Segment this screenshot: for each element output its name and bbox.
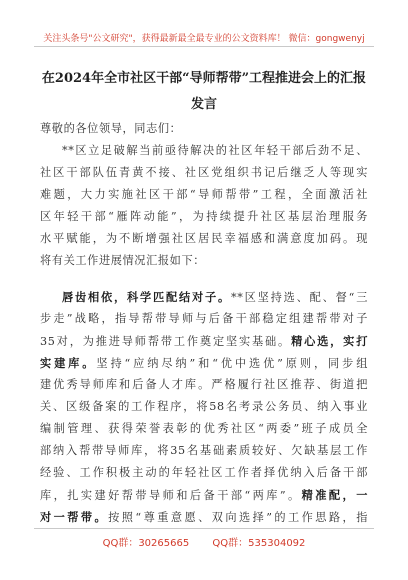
paragraph-line: 水平赋能，为不断增强社区居民幸福感和满意度加码。现 (40, 232, 368, 245)
paragraph-intro (40, 140, 368, 272)
salutation: 尊敬的各位领导，同志们： (40, 122, 182, 135)
paragraph-text: 坚持“应纳尽纳”和“优中选优”原则，同步组 (96, 357, 368, 370)
paragraph-line: 关、区级备案的工作程序，将58名考录公务员、纳入事业 (40, 400, 368, 413)
qq-group-1: QQ群：30265665 (102, 538, 190, 549)
document-title (40, 66, 368, 118)
title-line-1: 在2024年全市社区干部“导师帮带”工程推进会上的汇报 (41, 71, 367, 86)
paragraph-line: 编制管理、获得荣誉表彰的优秀社区“两委”班子成员全 (40, 422, 368, 435)
paragraph-line: **区立足破解当前亟待解决的社区年轻干部后劲不足、 (62, 144, 368, 157)
paragraph-text: 库，扎实建好帮带导师和后备干部“两库”。 (40, 489, 302, 502)
paragraph-line: 区年轻干部“雁阵动能”，为持续提升社区基层治理服务 (40, 210, 368, 223)
subsection-heading: 对一帮带。 (40, 510, 109, 524)
paragraph-text: **区坚持选、配、督“三 (231, 291, 368, 304)
subsection-heading: 精心选，实打 (291, 334, 368, 348)
document-body (40, 118, 368, 528)
paragraph-line: 经验、工作积极主动的年轻社区工作者择优纳入后备干部 (40, 466, 368, 479)
paragraph-line: 步走”战略，指导帮带导师与后备干部稳定组建帮带对子 (40, 312, 368, 325)
qq-group-2: QQ群：535304092 (212, 538, 306, 549)
paragraph-line: 部纳入帮带导师库，将35名基础素质较好、欠缺基层工作 (40, 444, 368, 457)
subsection-heading: 精准配，一 (301, 488, 368, 502)
paragraph-line (40, 330, 368, 352)
paragraph-line: 建优秀导师库和后备人才库。严格履行社区推荐、街道把 (40, 378, 368, 391)
footer-contact (0, 534, 408, 549)
paragraph-text: 按照“尊重意愿、双向选择”的工作思路，指 (108, 511, 368, 524)
paragraph-line: 社区干部队伍青黄不接、社区党组织书记后继乏人等现实 (40, 166, 368, 179)
header-divider (34, 46, 374, 47)
paragraph-pairing (40, 286, 368, 528)
paragraph-line (40, 286, 368, 308)
title-line-2: 发言 (190, 97, 217, 112)
paragraph-text: 35对，为推进导师帮带工作奠定坚实基础。 (40, 335, 292, 348)
header-notice: 关注头条号"公文研究"，获得最新最全最专业的公文资料库！ 微信：gongwenyj (43, 34, 365, 44)
paragraph-line (40, 484, 368, 506)
subsection-heading: 实建库。 (40, 356, 97, 370)
footer-divider (34, 528, 374, 529)
paragraph-line: 将有关工作进展情况汇报如下： (40, 254, 206, 267)
paragraph-line: 难题，大力实施社区干部“导师帮带”工程，全面激活社 (40, 188, 368, 201)
paragraph-line (40, 506, 368, 528)
paragraph-line (40, 352, 368, 374)
section-heading: 唇齿相依，科学匹配结对子。 (62, 290, 232, 304)
